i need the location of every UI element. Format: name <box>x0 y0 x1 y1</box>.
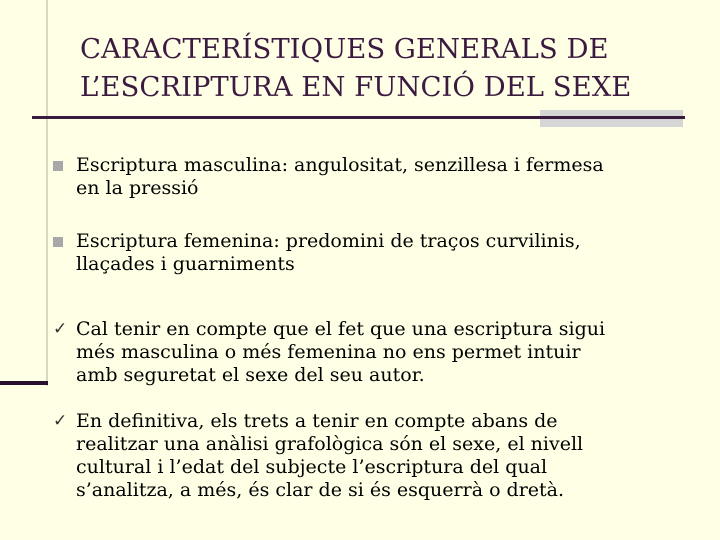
bullet-line-text: realitzar una anàlisi grafològica són el sexe, el nivell <box>76 433 584 455</box>
bullet-text <box>76 318 676 387</box>
bullet-line-text: més masculina o més femenina no ens permet intuir <box>76 341 581 363</box>
title-line-1: CARACTERÍSTIQUES GENERALS DE <box>80 33 609 65</box>
checkmark-bullet-icon: ✓ <box>53 319 68 339</box>
decorative-accent-bar <box>0 381 48 385</box>
bullet-text <box>76 410 676 502</box>
checkmark-bullet-icon: ✓ <box>53 411 68 431</box>
bullet-line-text: En definitiva, els trets a tenir en compte abans de <box>76 410 558 432</box>
bullet-label: Escriptura masculina: <box>76 154 288 176</box>
bullet-line-text: angulositat, senzillesa i fermesa <box>294 154 604 176</box>
bullet-line-text: en la pressió <box>76 177 199 199</box>
bullet-label: Escriptura femenina: <box>76 230 280 252</box>
bullet-line-text: Cal tenir en compte que el fet que una escriptura sigui <box>76 318 606 340</box>
bullet-line <box>76 230 676 253</box>
bullet-line-text: llaçades i guarniments <box>76 253 295 275</box>
bullet-line-text: cultural i l’edat del subjecte l’escriptura del qual <box>76 456 548 478</box>
square-bullet-icon <box>53 161 63 171</box>
bullet-line-text: predomini de traços curvilinis, <box>285 230 581 252</box>
title-line-2: L’ESCRIPTURA EN FUNCIÓ DEL SEXE <box>80 71 632 103</box>
title-divider <box>32 116 685 119</box>
bullet-line <box>76 154 676 177</box>
bullet-text <box>76 154 676 200</box>
square-bullet-icon <box>53 237 63 247</box>
bullet-line-text: s’analitza, a més, és clar de si és esquerrà o dretà. <box>76 479 565 501</box>
slide-title <box>80 30 700 106</box>
decorative-vertical-line <box>46 0 48 386</box>
bullet-line-text: amb seguretat el sexe del seu autor. <box>76 364 425 386</box>
bullet-text <box>76 230 676 276</box>
